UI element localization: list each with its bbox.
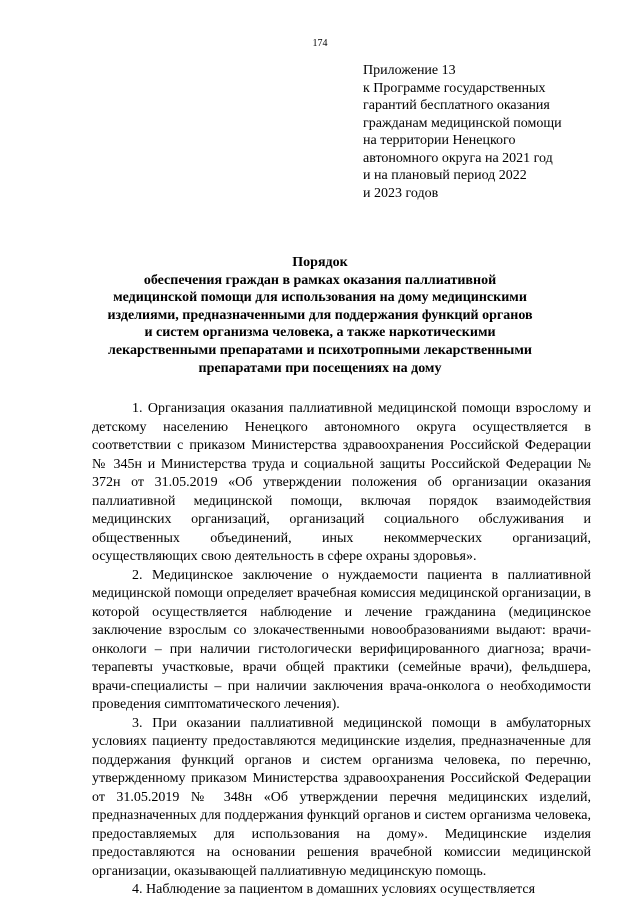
title-line: Порядок xyxy=(292,255,348,270)
title-line: лекарственными препаратами и психотропными лекарственными xyxy=(108,342,532,358)
title-line: обеспечения граждан в рамках оказания паллиативной xyxy=(143,272,497,288)
page-number: 174 xyxy=(312,38,328,49)
appendix-line: и 2023 годов xyxy=(363,185,439,201)
appendix-header xyxy=(363,62,603,202)
appendix-line: к Программе государственных xyxy=(363,80,546,96)
appendix-line: Приложение 13 xyxy=(363,63,456,78)
title-line: препаратами при посещениях на дому xyxy=(198,360,442,376)
appendix-line: гражданам медицинской помощи xyxy=(363,115,562,131)
title-line: и систем организма человека, а также наркотическими xyxy=(144,325,496,341)
appendix-line: автономного округа на 2021 год xyxy=(363,150,553,166)
paragraph-2: 2. Медицинское заключение о нуждаемости пациента в паллиативной медицинской помощи определяет врачебная комиссия медицинской организации, в которой осуществляется наблюдение и лечение гражданина (медицинское заключение взрослым со злокачественными новообразованиями выдают: врачи-онкологи – при наличии гистологически верифицированного диагноза; врачи-терапевты участковые, врачи общей практики (семейные врачи), фельдшера, врачи-специалисты – при наличии заключения врача-онколога о необходимости проведения симптоматического лечения). xyxy=(92,567,591,712)
title-line: медицинской помощи для использования на дому медицинскими xyxy=(113,290,527,306)
paragraph-3: 3. При оказании паллиативной медицинской помощи в амбулаторных условиях пациенту предоставляются медицинские изделия, предназначенные для поддержания функций органов и систем организма человека, по перечню, утвержденному приказом Министерства здравоохранения Российской Федерации от 31.05.2019 № 348н «Об утверждении перечня медицинских изделий, предназначенных для поддержания функций органов и систем организма человека, предоставляемых для использования на дому». Медицинские изделия предоставляются на основании решения врачебной комиссии медицинской организации, оказывающей паллиативную медицинскую помощь. xyxy=(92,715,591,879)
appendix-line: на территории Ненецкого xyxy=(363,133,516,148)
title-line: изделиями, предназначенными для поддержания функций органов xyxy=(107,307,533,323)
appendix-line: гарантий бесплатного оказания xyxy=(363,98,550,113)
appendix-line: и на плановый период 2022 xyxy=(363,168,527,183)
document-title xyxy=(60,254,580,377)
document-body xyxy=(92,400,591,900)
paragraph-1: 1. Организация оказания паллиативной медицинской помощи взрослому и детскому населению Ненецкого автономного округа осуществляется в соответствии с приказом Министерства здравоохранения Российской Федерации № 345н и Министерства труда и социальной защиты Российской Федерации № 372н от 31.05.2019 «Об утверждении положения об организации оказания паллиативной медицинской помощи, включая порядок взаимодействия медицинских организаций, организаций социального обслуживания и общественных объединений, иных некоммерческих организаций, осуществляющих свою деятельность в сфере охраны здоровья». xyxy=(92,401,591,564)
paragraph-4: 4. Наблюдение за пациентом в домашних условиях осуществляется xyxy=(132,882,536,897)
